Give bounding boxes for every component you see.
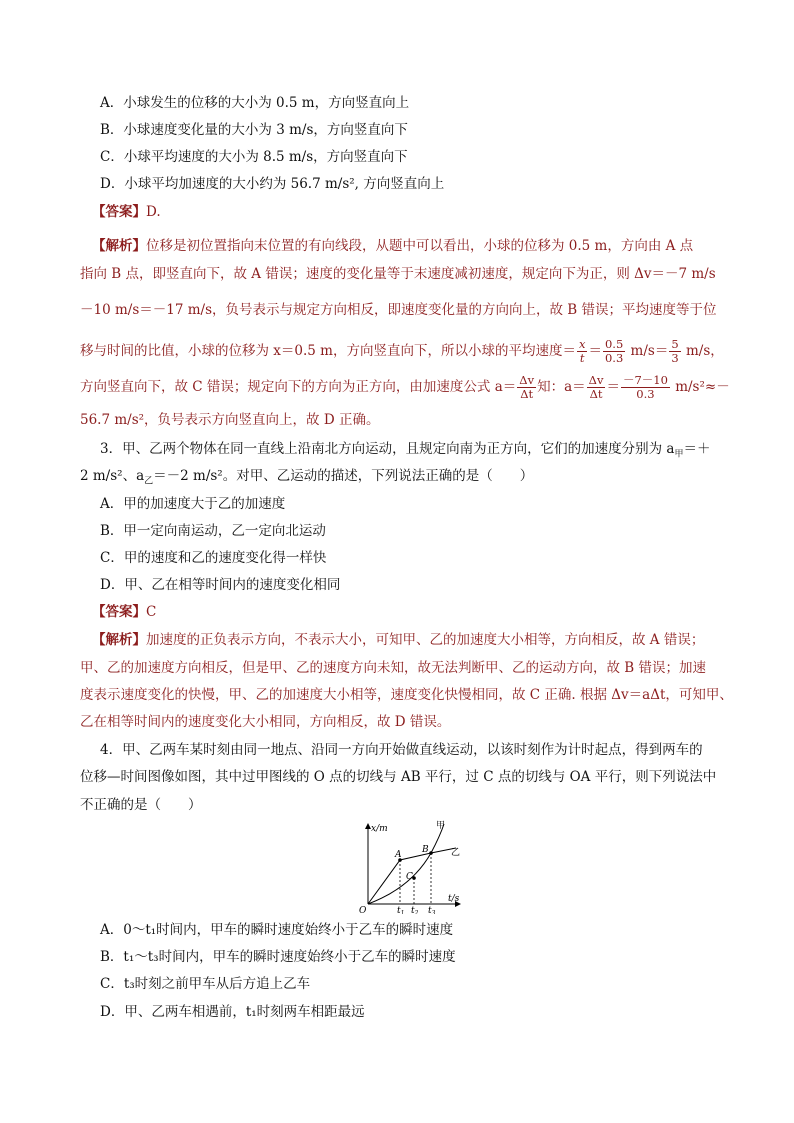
q2-option-b: B．小球速度变化量的大小为 3 m/s，方向竖直向下 — [100, 122, 408, 138]
q4-stem-line-1: 4．甲、乙两车某时刻由同一地点、沿同一方向开始做直线运动，以该时刻作为计时起点，得到两车的 — [100, 742, 703, 758]
q2-option-c: C．小球平均速度的大小为 8.5 m/s，方向竖直向下 — [100, 149, 408, 165]
x-axis-label: t/s — [448, 894, 460, 904]
subscript-yi: 乙 — [144, 476, 154, 487]
q3-option-b: B．甲一定向南运动，乙一定向北运动 — [100, 523, 326, 539]
analysis-text: 加速度的正负表示方向，不表示大小，可知甲、乙的加速度大小相等，方向相反，故 A 错误； — [146, 632, 705, 648]
q4-option-c: C．t₃时刻之前甲车从后方追上乙车 — [100, 976, 311, 992]
q4-option-d: D．甲、乙两车相遇前，t₁时刻两车相距最远 — [100, 1004, 365, 1020]
analysis-text: 位移是初位置指向末位置的有向线段，从题中可以看出，小球的位移为 0.5 m，方向由 A 点 — [146, 238, 694, 254]
q3-stem-text: ＝－2 m/s²。对甲、乙运动的描述，下列说法正确的是（ ） — [153, 468, 534, 484]
q2-analysis-line-5: 方向竖直向下，故 C 错误；规定向下的方向为正方向，由加速度公式 a＝ $\frac{\Delta v}{\Delta t}$ 知：a＝ $\frac{\Delta v}{\Delta t}$ ＝ $\frac{-7-10}{0.3}$ m/s²≈－ — [80, 373, 730, 401]
point-b — [429, 851, 433, 855]
analysis-label: 【解析】 — [92, 632, 146, 648]
analysis-label: 【解析】 — [92, 238, 146, 254]
tick-t3: $t_3$ — [428, 906, 436, 914]
answer-label: 【答案】 — [92, 204, 146, 220]
q3-stem-text: 3．甲、乙两个物体在同一直线上沿南北方向运动，且规定向南为正方向，它们的加速度分别为 a — [100, 441, 675, 457]
fraction-5-3: $\frac{5}{3}$ — [671, 337, 679, 365]
analysis-text: 方向竖直向下，故 C 错误；规定向下的方向为正方向，由加速度公式 a＝ — [80, 379, 517, 395]
q2-analysis-line-6: 56.7 m/s²，负号表示方向竖直向上，故 D 正确。 — [80, 412, 380, 428]
fraction-x-t: $\frac{x}{t}$ — [578, 337, 586, 365]
q3-option-d: D．甲、乙在相等时间内的速度变化相同 — [100, 577, 341, 593]
answer-label: 【答案】 — [92, 604, 146, 620]
analysis-text: 移与时间的比值，小球的位移为 x＝0.5 m，方向竖直向下，所以小球的平均速度 — [80, 343, 563, 359]
fraction-dv-dt: $\frac{\Delta v}{\Delta t}$ — [519, 373, 535, 401]
answer-value: D. — [146, 204, 161, 220]
q2-analysis-line-1 — [92, 237, 693, 255]
analysis-text: 知：a＝ — [537, 379, 586, 395]
q3-option-a: A．甲的加速度大于乙的加速度 — [100, 496, 286, 512]
q3-stem-text: ＝＋ — [683, 441, 711, 457]
fraction-value: $\frac{-7-10}{0.3}$ — [622, 373, 668, 401]
y-axis-label: x/m — [371, 824, 388, 834]
q2-option-d: D．小球平均加速度的大小约为 56.7 m/s², 方向竖直向上 — [100, 176, 445, 192]
label-c: C — [406, 872, 413, 882]
q3-stem-line-1 — [100, 440, 710, 464]
label-jia: 甲 — [436, 821, 446, 831]
q3-answer — [92, 603, 156, 621]
tick-t1: $t_1$ — [397, 906, 405, 914]
tick-t2: $t_2$ — [411, 906, 419, 914]
origin-label: O — [359, 906, 367, 914]
q2-option-a: A．小球发生的位移的大小为 0.5 m，方向竖直向上 — [100, 95, 410, 111]
q3-stem-text: 2 m/s²、a — [80, 468, 145, 484]
subscript-jia: 甲 — [674, 449, 684, 460]
q3-stem-line-2 — [80, 467, 533, 491]
q4-option-b: B．t₁～t₃时间内，甲车的瞬时速度始终小于乙车的瞬时速度 — [100, 949, 456, 965]
q4-stem-line-3: 不正确的是（ ） — [80, 797, 202, 813]
q4-option-a: A．0～t₁时间内，甲车的瞬时速度始终小于乙车的瞬时速度 — [100, 922, 454, 938]
q2-analysis-line-3: －10 m/s＝－17 m/s，负号表示与规定方向相反，即速度变化量的方向向上，故 B 错误；平均速度等于位 — [80, 302, 717, 318]
answer-value: C — [146, 604, 157, 620]
fraction-05-03: $\frac{0.5}{0.3}$ — [604, 337, 624, 365]
q3-analysis-line-4: 乙在相等时间内的速度变化大小相同，方向相反，故 D 错误。 — [80, 714, 451, 730]
label-a: A — [395, 850, 402, 860]
analysis-text: m/s²≈－ — [675, 379, 730, 395]
position-time-graph — [356, 818, 466, 914]
label-yi: 乙 — [451, 848, 461, 858]
q3-analysis-line-2: 甲、乙的加速度方向相反，但是甲、乙的速度方向未知，故无法判断甲、乙的运动方向，故 B 错误；加速 — [80, 660, 707, 676]
q2-answer — [92, 203, 161, 221]
curve-jia — [368, 824, 444, 904]
label-b: B — [422, 845, 429, 855]
q2-analysis-line-2: 指向 B 点，即竖直向下，故 A 错误；速度的变化量等于末速度减初速度，规定向下为正，则 Δv＝－7 m/s — [80, 266, 716, 282]
q2-analysis-line-4: 移与时间的比值，小球的位移为 x＝0.5 m，方向竖直向下，所以小球的平均速度＝ $\frac{x}{t}$ ＝ $\frac{0.5}{0.3}$ m/s＝ $\frac{5}{3}$ m/s， — [80, 337, 724, 365]
q3-option-c: C．甲的速度和乙的速度变化得一样快 — [100, 550, 327, 566]
q4-stem-line-2: 位移—时间图像如图，其中过甲图线的 O 点的切线与 AB 平行，过 C 点的切线与 OA 平行，则下列说法中 — [80, 769, 717, 785]
q3-analysis-line-1 — [92, 631, 704, 649]
q3-analysis-line-3: 度表示速度变化的快慢，甲、乙的加速度大小相等，速度变化快慢相同，故 C 正确. 根据 Δv＝aΔt，可知甲、 — [80, 687, 733, 703]
analysis-text: m/s， — [685, 343, 724, 359]
fraction-dv-dt-2: $\frac{\Delta v}{\Delta t}$ — [588, 373, 604, 401]
